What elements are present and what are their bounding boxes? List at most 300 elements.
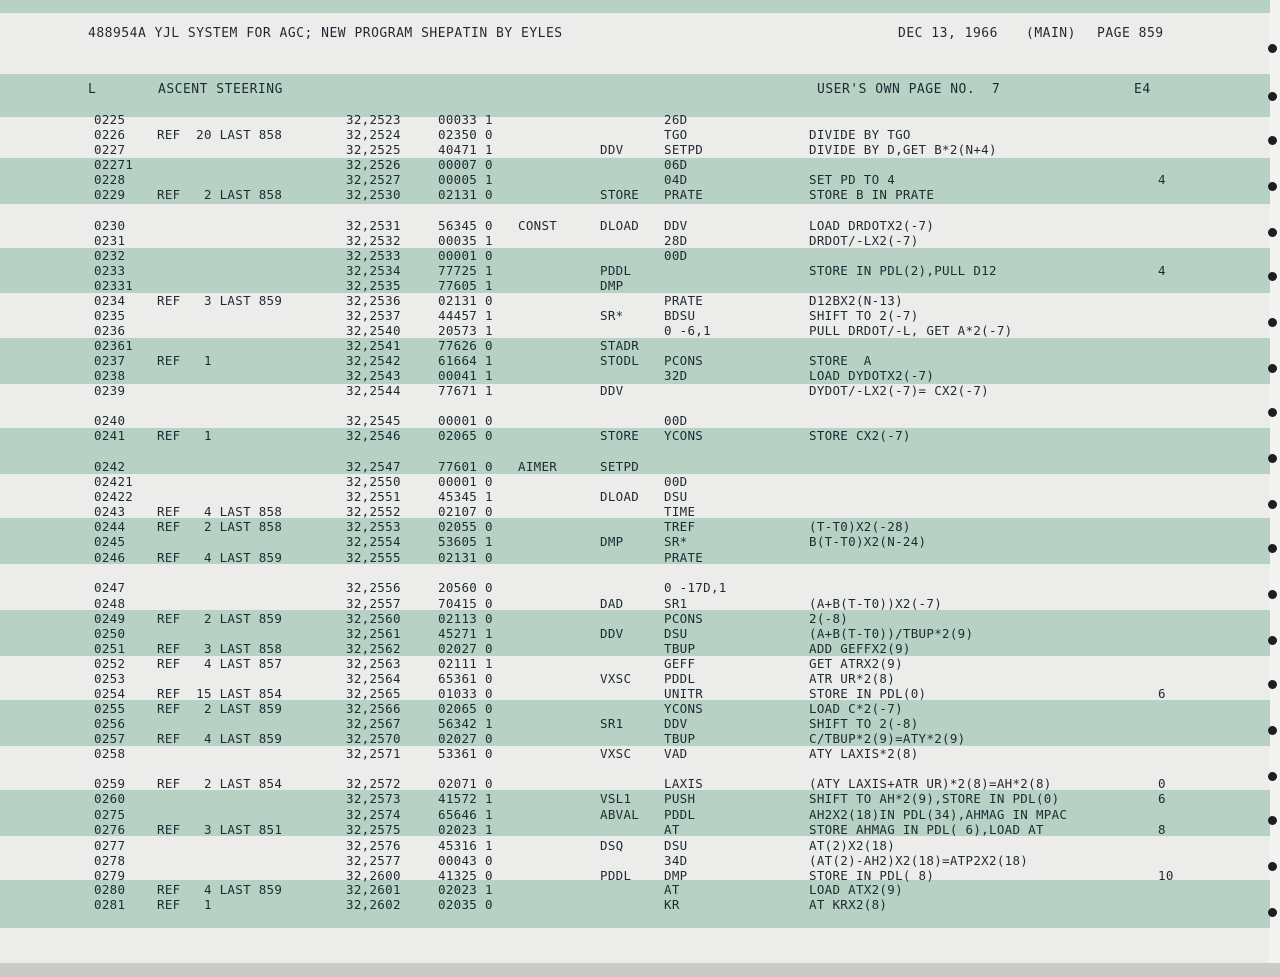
- line-number: 0260: [94, 791, 126, 806]
- octal-word: 02131 0: [438, 550, 493, 565]
- opcode: DMP: [600, 534, 624, 549]
- ref-note: REF 2 LAST 858: [157, 519, 283, 534]
- listing-row: [0, 127, 1270, 142]
- margin-note: 8: [1158, 822, 1166, 837]
- octal-word: 00001 0: [438, 413, 493, 428]
- ref-note: REF 1: [157, 428, 212, 443]
- operand: BDSU: [664, 308, 696, 323]
- listing-row: [0, 791, 1270, 806]
- margin-note: 0: [1158, 776, 1166, 791]
- octal-word: 00041 1: [438, 368, 493, 383]
- line-number: 0280: [94, 882, 126, 897]
- operand: TBUP: [664, 641, 696, 656]
- address: 32,2531: [346, 218, 401, 233]
- bottom-strip: [0, 963, 1280, 977]
- listing-row: [0, 187, 1270, 202]
- operand: DSU: [664, 838, 688, 853]
- listing-row: [0, 596, 1270, 611]
- label: AIMER: [518, 459, 558, 474]
- operand: DSU: [664, 489, 688, 504]
- listing-row: [0, 233, 1270, 248]
- listing-row: [0, 656, 1270, 671]
- address: 32,2534: [346, 263, 401, 278]
- octal-word: 77605 1: [438, 278, 493, 293]
- operand: PRATE: [664, 293, 704, 308]
- address: 32,2556: [346, 580, 401, 595]
- opcode: DDV: [600, 383, 624, 398]
- octal-word: 77671 1: [438, 383, 493, 398]
- octal-word: 45345 1: [438, 489, 493, 504]
- comment: SET PD TO 4: [809, 172, 896, 187]
- line-number: 0241: [94, 428, 126, 443]
- line-number: 0250: [94, 626, 126, 641]
- comment: PULL DRDOT/-L, GET A*2(-7): [809, 323, 1013, 338]
- octal-word: 02065 0: [438, 428, 493, 443]
- ref-note: REF 1: [157, 897, 212, 912]
- address: 32,2554: [346, 534, 401, 549]
- operand: PRATE: [664, 187, 704, 202]
- comment: STORE A: [809, 353, 872, 368]
- line-number: 0276: [94, 822, 126, 837]
- octal-word: 77725 1: [438, 263, 493, 278]
- line-number: 0239: [94, 383, 126, 398]
- operand: 0 -17D,1: [664, 580, 727, 595]
- listing-row: [0, 157, 1270, 172]
- operand: PUSH: [664, 791, 696, 806]
- octal-word: 00001 0: [438, 474, 493, 489]
- address: 32,2564: [346, 671, 401, 686]
- address: 32,2602: [346, 897, 401, 912]
- operand: 04D: [664, 172, 688, 187]
- line-number: 0257: [94, 731, 126, 746]
- line-number: 0226: [94, 127, 126, 142]
- comment: SHIFT TO 2(-7): [809, 308, 919, 323]
- octal-word: 02071 0: [438, 776, 493, 791]
- address: 32,2535: [346, 278, 401, 293]
- comment: STORE AHMAG IN PDL( 6),LOAD AT: [809, 822, 1044, 837]
- listing-row: [0, 459, 1270, 474]
- comment: SHIFT TO 2(-8): [809, 716, 919, 731]
- line-number: 0255: [94, 701, 126, 716]
- octal-word: 53605 1: [438, 534, 493, 549]
- address: 32,2542: [346, 353, 401, 368]
- operand: DDV: [664, 218, 688, 233]
- listing-row: [0, 278, 1270, 293]
- ref-note: REF 4 LAST 857: [157, 656, 283, 671]
- address: 32,2570: [346, 731, 401, 746]
- comment: STORE IN PDL(2),PULL D12: [809, 263, 997, 278]
- octal-word: 02111 1: [438, 656, 493, 671]
- comment: DYDOT/-LX2(-7)= CX2(-7): [809, 383, 989, 398]
- octal-word: 02027 0: [438, 641, 493, 656]
- line-number: 0254: [94, 686, 126, 701]
- address: 32,2545: [346, 413, 401, 428]
- sheet-edge: [1270, 0, 1280, 977]
- address: 32,2524: [346, 127, 401, 142]
- operand: UNITR: [664, 686, 704, 701]
- operand: 00D: [664, 413, 688, 428]
- operand: AT: [664, 822, 680, 837]
- operand: 00D: [664, 474, 688, 489]
- listing-row: [0, 323, 1270, 338]
- octal-word: 45271 1: [438, 626, 493, 641]
- comment: D12BX2(N-13): [809, 293, 903, 308]
- listing-row: [0, 822, 1270, 837]
- line-number: 0281: [94, 897, 126, 912]
- comment: AT(2)X2(18): [809, 838, 896, 853]
- comment: ATR UR*2(8): [809, 671, 896, 686]
- comment: SHIFT TO AH*2(9),STORE IN PDL(0): [809, 791, 1060, 806]
- opcode: VXSC: [600, 671, 632, 686]
- address: 32,2565: [346, 686, 401, 701]
- line-number: 0238: [94, 368, 126, 383]
- listing-row: [0, 611, 1270, 626]
- address: 32,2530: [346, 187, 401, 202]
- address: 32,2576: [346, 838, 401, 853]
- opcode: SETPD: [600, 459, 640, 474]
- operand: VAD: [664, 746, 688, 761]
- octal-word: 02131 0: [438, 187, 493, 202]
- line-number: 0258: [94, 746, 126, 761]
- line-number: 0225: [94, 112, 126, 127]
- users-page: USER'S OWN PAGE NO. 7: [817, 82, 1001, 97]
- line-number: 0279: [94, 868, 126, 883]
- line-number: 0245: [94, 534, 126, 549]
- comment: DIVIDE BY TGO: [809, 127, 911, 142]
- line-number: 0243: [94, 504, 126, 519]
- address: 32,2575: [346, 822, 401, 837]
- operand: PDDL: [664, 807, 696, 822]
- operand: YCONS: [664, 701, 704, 716]
- line-number: 0229: [94, 187, 126, 202]
- octal-word: 02023 1: [438, 882, 493, 897]
- operand: 32D: [664, 368, 688, 383]
- ref-note: REF 15 LAST 854: [157, 686, 283, 701]
- octal-word: 02055 0: [438, 519, 493, 534]
- line-number: 0231: [94, 233, 126, 248]
- operand: TBUP: [664, 731, 696, 746]
- opcode: SR*: [600, 308, 624, 323]
- listing-row: [0, 293, 1270, 308]
- address: 32,2525: [346, 142, 401, 157]
- octal-word: 77601 0: [438, 459, 493, 474]
- octal-word: 53361 0: [438, 746, 493, 761]
- line-number: 0249: [94, 611, 126, 626]
- octal-word: 44457 1: [438, 308, 493, 323]
- line-number: 0240: [94, 413, 126, 428]
- operand: SR1: [664, 596, 688, 611]
- line-number: 0277: [94, 838, 126, 853]
- octal-word: 65361 0: [438, 671, 493, 686]
- octal-word: 02107 0: [438, 504, 493, 519]
- octal-word: 02023 1: [438, 822, 493, 837]
- operand: SETPD: [664, 142, 704, 157]
- listing-row: [0, 838, 1270, 853]
- operand: 0 -6,1: [664, 323, 711, 338]
- line-number: 0259: [94, 776, 126, 791]
- comment: STORE B IN PRATE: [809, 187, 935, 202]
- address: 32,2547: [346, 459, 401, 474]
- comment: B(T-T0)X2(N-24): [809, 534, 927, 549]
- octal-word: 02131 0: [438, 293, 493, 308]
- listing-row: [0, 338, 1270, 353]
- address: 32,2551: [346, 489, 401, 504]
- address: 32,2553: [346, 519, 401, 534]
- octal-word: 56342 1: [438, 716, 493, 731]
- address: 32,2577: [346, 853, 401, 868]
- header-section: (MAIN): [1026, 26, 1076, 41]
- line-number: 0233: [94, 263, 126, 278]
- ref-note: REF 4 LAST 859: [157, 731, 283, 746]
- line-number: 0252: [94, 656, 126, 671]
- header-page: PAGE 859: [1097, 26, 1164, 41]
- line-number: 02361: [94, 338, 134, 353]
- line-number: 0237: [94, 353, 126, 368]
- routine-name: ASCENT STEERING: [158, 82, 283, 97]
- operand: DMP: [664, 868, 688, 883]
- operand: GEFF: [664, 656, 696, 671]
- operand: SR*: [664, 534, 688, 549]
- octal-word: 65646 1: [438, 807, 493, 822]
- listing-row: [0, 474, 1270, 489]
- comment: (ATY LAXIS+ATR UR)*2(8)=AH*2(8): [809, 776, 1052, 791]
- operand: DSU: [664, 626, 688, 641]
- comment: DRDOT/-LX2(-7): [809, 233, 919, 248]
- listing-row: [0, 550, 1270, 565]
- octal-word: 00001 0: [438, 248, 493, 263]
- address: 32,2527: [346, 172, 401, 187]
- octal-word: 00033 1: [438, 112, 493, 127]
- operand: 26D: [664, 112, 688, 127]
- listing-row: [0, 353, 1270, 368]
- line-number: 0246: [94, 550, 126, 565]
- comment: STORE IN PDL( 8): [809, 868, 935, 883]
- ref-note: REF 4 LAST 858: [157, 504, 283, 519]
- margin-note: 6: [1158, 686, 1166, 701]
- line-number: 02331: [94, 278, 134, 293]
- operand: PRATE: [664, 550, 704, 565]
- line-number: 0242: [94, 459, 126, 474]
- comment: STORE CX2(-7): [809, 428, 911, 443]
- comment: LOAD DRDOTX2(-7): [809, 218, 935, 233]
- line-number: 0275: [94, 807, 126, 822]
- listing-row: [0, 626, 1270, 641]
- comment: LOAD C*2(-7): [809, 701, 903, 716]
- margin-note: 4: [1158, 172, 1166, 187]
- feed-hole: [1268, 92, 1277, 101]
- operand: 00D: [664, 248, 688, 263]
- octal-word: 41325 0: [438, 868, 493, 883]
- comment: (A+B(T-T0))X2(-7): [809, 596, 943, 611]
- comment: GET ATRX2(9): [809, 656, 903, 671]
- listing-row: [0, 413, 1270, 428]
- comment: AT KRX2(8): [809, 897, 888, 912]
- listing-row: [0, 368, 1270, 383]
- opcode: SR1: [600, 716, 624, 731]
- opcode: DMP: [600, 278, 624, 293]
- ref-note: REF 2 LAST 854: [157, 776, 283, 791]
- octal-word: 02027 0: [438, 731, 493, 746]
- listing-row: [0, 112, 1270, 127]
- operand: TIME: [664, 504, 696, 519]
- listing-row: [0, 853, 1270, 868]
- listing-row: [0, 686, 1270, 701]
- line-number: 0248: [94, 596, 126, 611]
- octal-word: 00005 1: [438, 172, 493, 187]
- octal-word: 20560 0: [438, 580, 493, 595]
- opcode: VSL1: [600, 791, 632, 806]
- address: 32,2532: [346, 233, 401, 248]
- comment: AH2X2(18)IN PDL(34),AHMAG IN MPAC: [809, 807, 1068, 822]
- line-number: 0236: [94, 323, 126, 338]
- address: 32,2566: [346, 701, 401, 716]
- line-number: 0234: [94, 293, 126, 308]
- opcode: DSQ: [600, 838, 624, 853]
- line-number: 0230: [94, 218, 126, 233]
- comment: (T-T0)X2(-28): [809, 519, 911, 534]
- address: 32,2537: [346, 308, 401, 323]
- opcode: ABVAL: [600, 807, 640, 822]
- listing-row: [0, 142, 1270, 157]
- listing-row: [0, 897, 1270, 912]
- line-number: 0227: [94, 142, 126, 157]
- address: 32,2555: [346, 550, 401, 565]
- operand: YCONS: [664, 428, 704, 443]
- address: 32,2552: [346, 504, 401, 519]
- listing-row: [0, 776, 1270, 791]
- operand: PCONS: [664, 353, 704, 368]
- listing-row: [0, 716, 1270, 731]
- octal-word: 77626 0: [438, 338, 493, 353]
- ref-note: REF 20 LAST 858: [157, 127, 283, 142]
- octal-word: 00043 0: [438, 853, 493, 868]
- address: 32,2567: [346, 716, 401, 731]
- line-number: 0228: [94, 172, 126, 187]
- listing-row: [0, 172, 1270, 187]
- operand: 06D: [664, 157, 688, 172]
- listing-row: [0, 383, 1270, 398]
- address: 32,2540: [346, 323, 401, 338]
- operand: 34D: [664, 853, 688, 868]
- line-number: 0232: [94, 248, 126, 263]
- listing-row: [0, 534, 1270, 549]
- address: 32,2562: [346, 641, 401, 656]
- address: 32,2544: [346, 383, 401, 398]
- opcode: STADR: [600, 338, 640, 353]
- line-number: 02271: [94, 157, 134, 172]
- listing-row: [0, 882, 1270, 897]
- listing-row: [0, 218, 1270, 233]
- address: 32,2541: [346, 338, 401, 353]
- listing-row: [0, 308, 1270, 323]
- opcode: STORE: [600, 187, 640, 202]
- comment: ATY LAXIS*2(8): [809, 746, 919, 761]
- address: 32,2546: [346, 428, 401, 443]
- comment: ADD GEFFX2(9): [809, 641, 911, 656]
- address: 32,2550: [346, 474, 401, 489]
- ref-note: REF 2 LAST 859: [157, 701, 283, 716]
- operand: PDDL: [664, 671, 696, 686]
- header-title: 488954A YJL SYSTEM FOR AGC; NEW PROGRAM SHEPATIN BY EYLES: [88, 26, 563, 41]
- address: 32,2574: [346, 807, 401, 822]
- title-l: L: [88, 82, 97, 97]
- opcode: DLOAD: [600, 218, 640, 233]
- line-number: 0244: [94, 519, 126, 534]
- ref-note: REF 2 LAST 859: [157, 611, 283, 626]
- listing-row: [0, 428, 1270, 443]
- octal-word: 56345 0: [438, 218, 493, 233]
- opcode: DLOAD: [600, 489, 640, 504]
- stripe-band: [0, 0, 1270, 13]
- address: 32,2571: [346, 746, 401, 761]
- line-number: 02421: [94, 474, 134, 489]
- line-number: 0247: [94, 580, 126, 595]
- octal-word: 02113 0: [438, 611, 493, 626]
- listing-row: [0, 489, 1270, 504]
- line-number: 0256: [94, 716, 126, 731]
- listing-row: [0, 807, 1270, 822]
- opcode: STODL: [600, 353, 640, 368]
- listing-row: [0, 731, 1270, 746]
- comment: (AT(2)-AH2)X2(18)=ATP2X2(18): [809, 853, 1029, 868]
- comment: LOAD ATX2(9): [809, 882, 903, 897]
- ref-note: REF 4 LAST 859: [157, 882, 283, 897]
- comment: DIVIDE BY D,GET B*2(N+4): [809, 142, 997, 157]
- operand: LAXIS: [664, 776, 704, 791]
- listing-row: [0, 746, 1270, 761]
- octal-word: 02350 0: [438, 127, 493, 142]
- listing-row: [0, 868, 1270, 883]
- opcode: VXSC: [600, 746, 632, 761]
- margin-note: 4: [1158, 263, 1166, 278]
- octal-word: 70415 0: [438, 596, 493, 611]
- octal-word: 02035 0: [438, 897, 493, 912]
- octal-word: 01033 0: [438, 686, 493, 701]
- octal-word: 40471 1: [438, 142, 493, 157]
- address: 32,2600: [346, 868, 401, 883]
- line-number: 0253: [94, 671, 126, 686]
- opcode: PDDL: [600, 868, 632, 883]
- opcode: STORE: [600, 428, 640, 443]
- opcode: DDV: [600, 626, 624, 641]
- opcode: PDDL: [600, 263, 632, 278]
- operand: TREF: [664, 519, 696, 534]
- operand: AT: [664, 882, 680, 897]
- ref-note: REF 3 LAST 858: [157, 641, 283, 656]
- octal-word: 00035 1: [438, 233, 493, 248]
- listing-row: [0, 248, 1270, 263]
- octal-word: 20573 1: [438, 323, 493, 338]
- page-code: E4: [1134, 82, 1151, 97]
- address: 32,2557: [346, 596, 401, 611]
- listing-row: [0, 701, 1270, 716]
- operand: PCONS: [664, 611, 704, 626]
- comment: LOAD DYDOTX2(-7): [809, 368, 935, 383]
- opcode: DAD: [600, 596, 624, 611]
- listing-row: [0, 263, 1270, 278]
- operand: TGO: [664, 127, 688, 142]
- comment: STORE IN PDL(0): [809, 686, 927, 701]
- listing-row: [0, 580, 1270, 595]
- margin-note: 6: [1158, 791, 1166, 806]
- octal-word: 61664 1: [438, 353, 493, 368]
- address: 32,2573: [346, 791, 401, 806]
- address: 32,2572: [346, 776, 401, 791]
- octal-word: 45316 1: [438, 838, 493, 853]
- feed-hole: [1268, 44, 1277, 53]
- address: 32,2563: [346, 656, 401, 671]
- line-number: 02422: [94, 489, 134, 504]
